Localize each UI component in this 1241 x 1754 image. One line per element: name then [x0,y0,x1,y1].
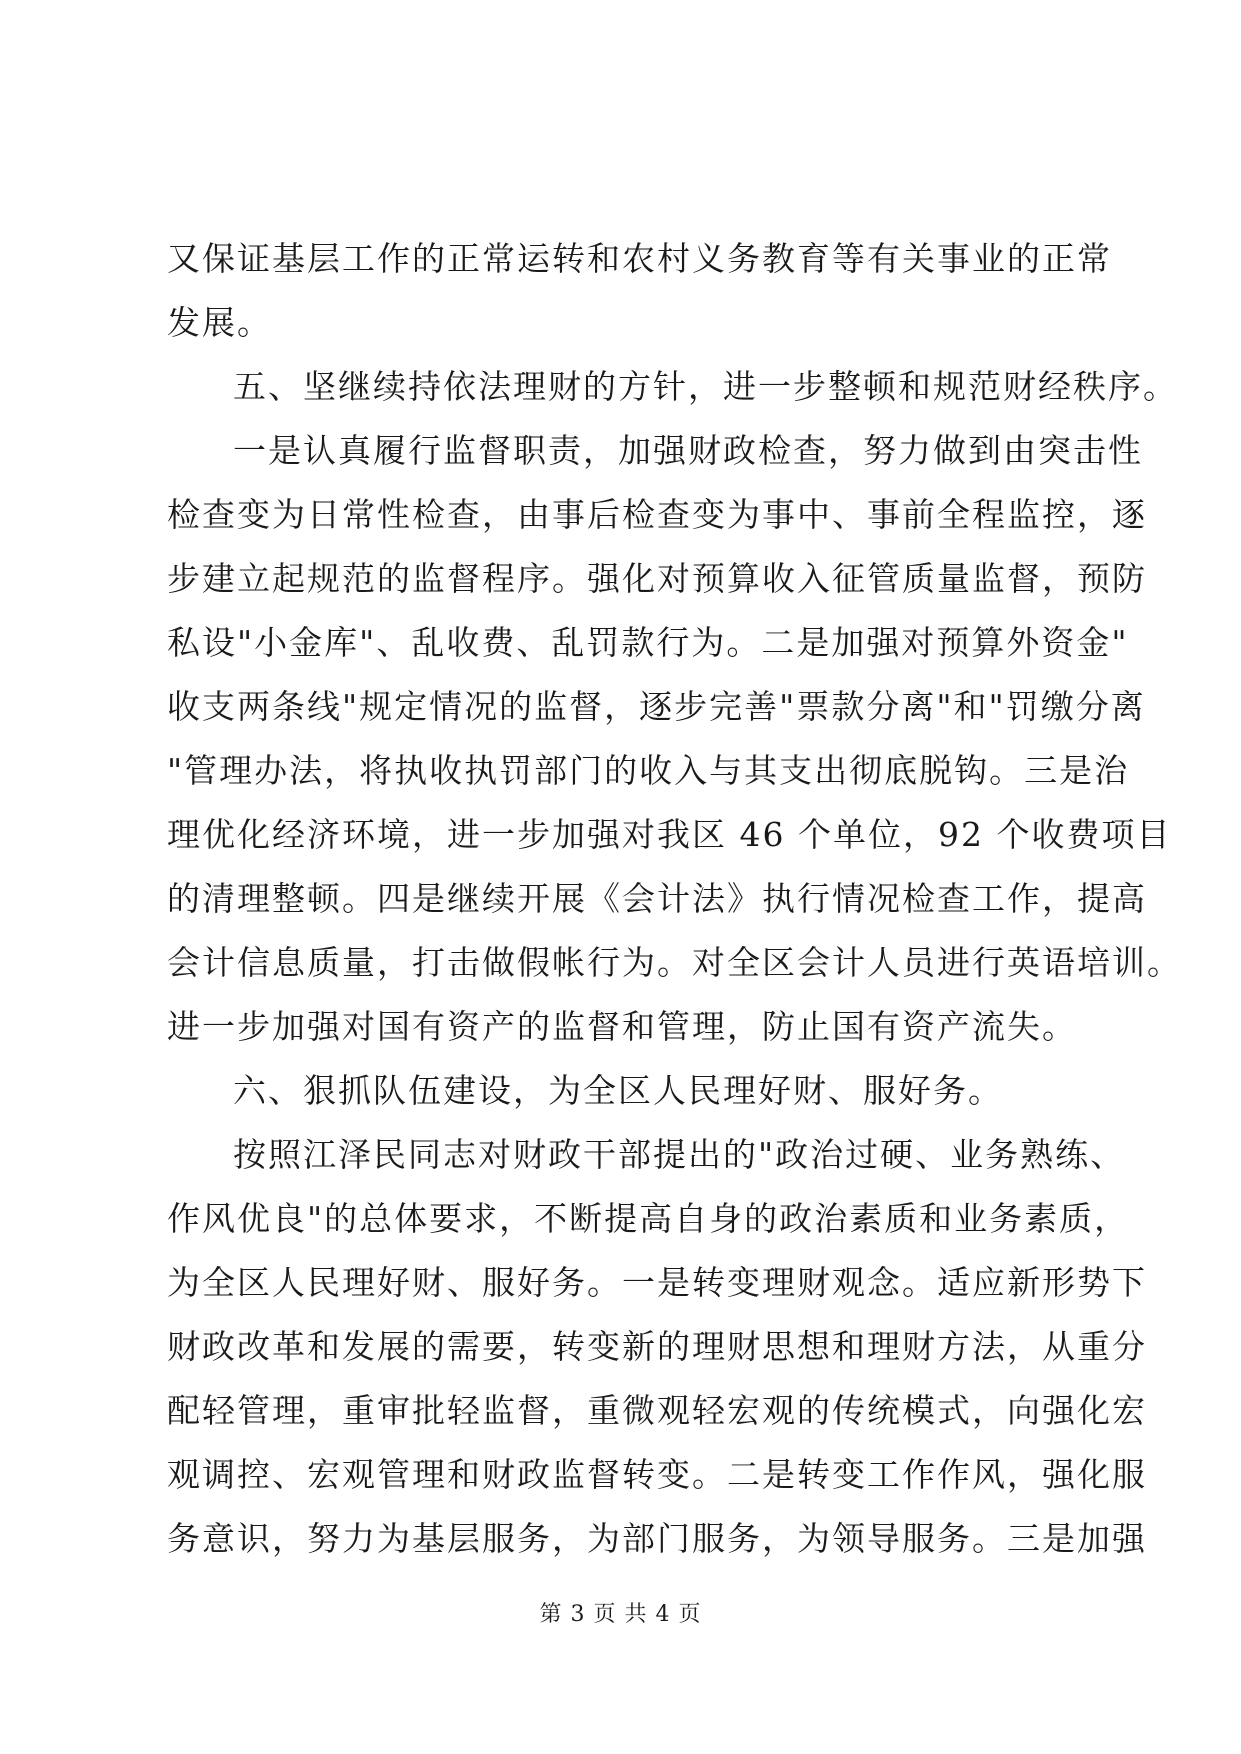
text-line: 检查变为日常性检查，由事后检查变为事中、事前全程监控，逐 [167,495,1147,534]
text-line: 会计信息质量，打击做假帐行为。对全区会计人员进行英语培训。 [167,943,1182,982]
section-heading: 五、坚继续持依法理财的方针，进一步整顿和规范财经秩序。 [233,367,1178,406]
text-line: 配轻管理，重审批轻监督，重微观轻宏观的传统模式，向强化宏 [167,1391,1147,1430]
text-line: 为全区人民理好财、服好务。一是转变理财观念。适应新形势下 [167,1263,1147,1302]
page-number-footer: 第 3 页 共 4 页 [539,1602,702,1627]
text-line: 按照江泽民同志对财政干部提出的"政治过硬、业务熟练、 [233,1135,1126,1174]
text-line: 观调控、宏观管理和财政监督转变。二是转变工作作风，强化服 [167,1455,1147,1494]
text-line: 作风优良"的总体要求，不断提高自身的政治素质和业务素质， [167,1199,1130,1238]
text-line: 务意识，努力为基层服务，为部门服务，为领导服务。三是加强 [167,1519,1147,1558]
section-heading: 六、狠抓队伍建设，为全区人民理好财、服好务。 [233,1071,1003,1110]
text-line: "管理办法，将执收执罚部门的收入与其支出彻底脱钩。三是治 [167,751,1130,790]
text-line: 步建立起规范的监督程序。强化对预算收入征管质量监督，预防 [167,559,1147,598]
text-line: 理优化经济环境，进一步加强对我区 46 个单位，92 个收费项目 [167,815,1172,854]
text-line: 发展。 [167,303,272,342]
text-line: 收支两条线"规定情况的监督，逐步完善"票款分离"和"罚缴分离 [167,687,1146,726]
text-line: 进一步加强对国有资产的监督和管理，防止国有资产流失。 [167,1007,1077,1046]
text-line: 私设"小金库"、乱收费、乱罚款行为。二是加强对预算外资金" [167,623,1129,662]
text-line: 又保证基层工作的正常运转和农村义务教育等有关事业的正常 [167,239,1112,278]
text-line: 的清理整顿。四是继续开展《会计法》执行情况检查工作，提高 [167,879,1147,918]
text-line: 财政改革和发展的需要，转变新的理财思想和理财方法，从重分 [167,1327,1147,1366]
text-line: 一是认真履行监督职责，加强财政检查，努力做到由突击性 [233,431,1143,470]
